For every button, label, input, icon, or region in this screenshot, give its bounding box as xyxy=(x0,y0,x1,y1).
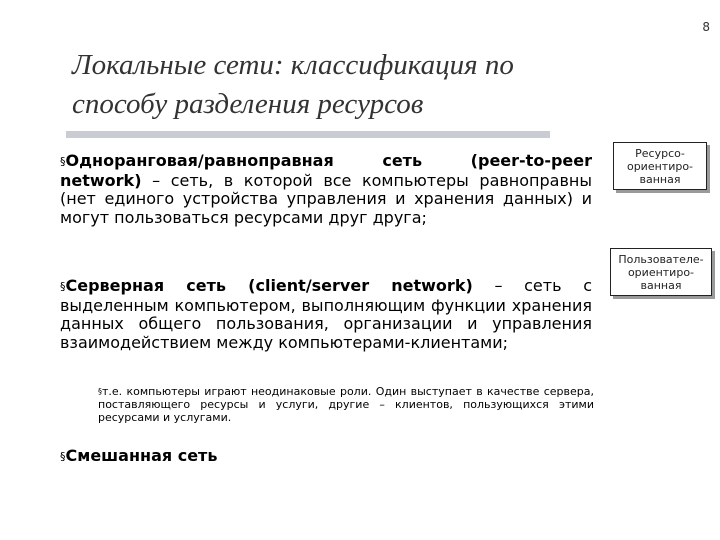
bullet-client-server xyxy=(60,277,592,352)
box-line: ориентиро- xyxy=(626,159,694,173)
sub-bullet-marker-icon: § xyxy=(98,387,102,396)
resource-oriented-box xyxy=(613,142,707,190)
title-underline xyxy=(66,131,550,138)
box-line: ванная xyxy=(639,172,681,186)
bullet-mixed-network xyxy=(60,447,592,467)
slide-title xyxy=(72,46,592,124)
box-line: Ресурсо- xyxy=(635,146,685,160)
bullet-marker-icon: § xyxy=(60,450,66,463)
box-line: ориентиро- xyxy=(627,265,695,279)
sub-bullet-note xyxy=(98,385,594,424)
bullet-marker-icon: § xyxy=(60,280,66,293)
bullet-term: Смешанная сеть xyxy=(65,446,218,465)
box-line: ванная xyxy=(640,278,682,292)
box-line: Пользователе- xyxy=(618,252,704,266)
slide-number: 8 xyxy=(702,20,710,34)
bullet-term: Серверная сеть (client/server network) xyxy=(65,276,473,295)
sub-bullet-text: т.е. компьютеры играют неодинаковые роли. Один выступает в качестве сервера, поставляющего ресурсы и услуги, другие – клиентов, пользующихся этими ресурсами и услугами. xyxy=(98,385,594,424)
slide-title-line-1: Локальные сети: классификация по xyxy=(72,49,514,81)
slide-title-line-2: способу разделения ресурсов xyxy=(72,88,424,120)
bullet-term: Одноранговая/равноправная сеть (peer-to-peer network) xyxy=(60,151,592,190)
user-oriented-box xyxy=(610,248,712,296)
bullet-description: – сеть с выделенным компьютером, выполняющим функции хранения данных общего пользования, организации и управления взаимодействием между компьютерами-клиентами; xyxy=(60,276,592,352)
bullet-peer-to-peer xyxy=(60,152,592,227)
bullet-description: – сеть, в которой все компьютеры равноправны (нет единого устройства управления и хранения данных) и могут пользоваться ресурсами друг друга; xyxy=(60,170,592,227)
bullet-marker-icon: § xyxy=(60,155,66,168)
